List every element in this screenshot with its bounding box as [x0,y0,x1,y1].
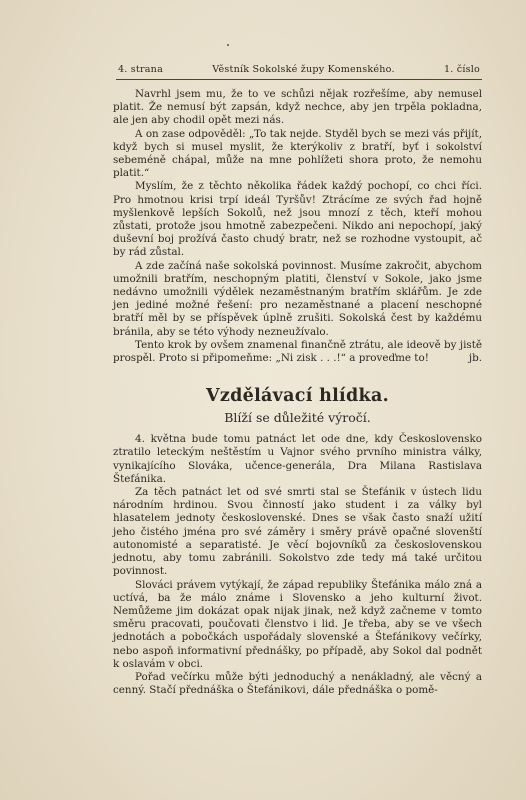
article-paragraph: Navrhl jsem mu, že to ve schůzi nějak rozřešíme, aby nemusel platit. Že nemusí být zapsán, když nechce, aby jen trpěla pokladna, ale jen aby chodil opět mezi nás. [113,88,482,127]
issue-number: 1. číslo [443,64,480,75]
article-paragraph: A zde začíná naše sokolská povinnost. Musíme zakročit, abychom umožnili bratřím, neschopným platiti, členství v Sokole, jako jsme nedávno umožnili výdělek nezaměstnaným bratřím sklářům. Je zde jen jediné možné řešení: pro nezaměstnané a placení neschopné bratří měl by se příspěvek úplně zrušiti. Sokolská čest by každému bránila, aby se této výhody nezneužívalo. [113,259,482,338]
section-paragraph: Za těch patnáct let od své smrti stal se Štefánik v ústech lidu národním hrdinou. Svou činností jako student i za války byl hlasatelem jednoty československé. Dnes se však často snaží užití jeho čistého jména pro své záměry i směry právě opačné slovenští autonomisté a separatisté. Je věcí bojovníků za československou jednotu, aby tomu zabránili. Sokolstvo zde tedy má také určitou povinnost. [113,486,482,578]
page-body [113,88,482,697]
section-paragraph: Pořad večírku může býti jednoduchý a nenákladný, ale věcný a cenný. Stačí přednáška o Štefánikovi, dále přednáška o pomě- [113,670,482,697]
article-closing-text: Tento krok by ovšem znamenal finančně ztrátu, ale ideově by jistě prospěl. Proto si připomeňme: „Ni zisk . . .!“ a proveďme to! [113,338,482,365]
page-speck [227,44,229,46]
article-closing-paragraph [113,339,482,365]
author-signature: jb. [468,352,482,365]
section-subtitle: Blíží se důležité výročí. [224,410,371,426]
article-paragraph: A on zase odpověděl: „To tak nejde. Styděl bych se mezi vás přijít, když bych si musel myslit, že kterýkoliv z bratří, byť i sokolství sebeméně chápal, může na mne pohlížeti shora proto, že nemohu platit.“ [113,127,482,180]
header-rule [116,79,482,80]
article-paragraph: Myslím, že z těchto několika řádek každý pochopí, co chci říci. Pro hmotnou krisi trpí ideál Tyršův! Ztrácíme ze svých řad hojně myšlenkově lepších Sokolů, než jsou mnozí z těch, kteří mohou zůstati, protože jsou hmotně zabezpečeni. Nikdo ani nepochopí, jaký duševní boj prožívá často chudý bratr, než se rozhodne vystoupit, ač by rád zůstal. [113,180,482,259]
section-paragraph: Slováci právem vytýkají, že západ republiky Štefánika málo zná a uctívá, ba že málo známe i Slovensko a jeho kulturní život. Nemůžeme jim dokázat opak nijak jinak, než když začneme v tomto směru pracovati, poučovati členstvo i lid. Je třeba, aby se ve všech jednotách a pobočkách uspořádaly slovenské a Štefánikovy večírky, nebo aspoň informativní přednášky, po případě, aby Sokol dal podnět k oslavám v obci. [113,578,482,670]
section-paragraph: 4. května bude tomu patnáct let ode dne, kdy Československo ztratilo leteckým neštěstím u Vajnor svého prvního ministra války, vynikajícího Slováka, učence-generála, Dra Milana Rastislava Štefánika. [113,433,482,485]
page-number: 4. strana [118,64,163,75]
publication-title: Věstník Sokolské župy Komenského. [212,64,395,75]
section-title: Vzdělávací hlídka. [206,386,389,407]
page-header [118,64,480,75]
